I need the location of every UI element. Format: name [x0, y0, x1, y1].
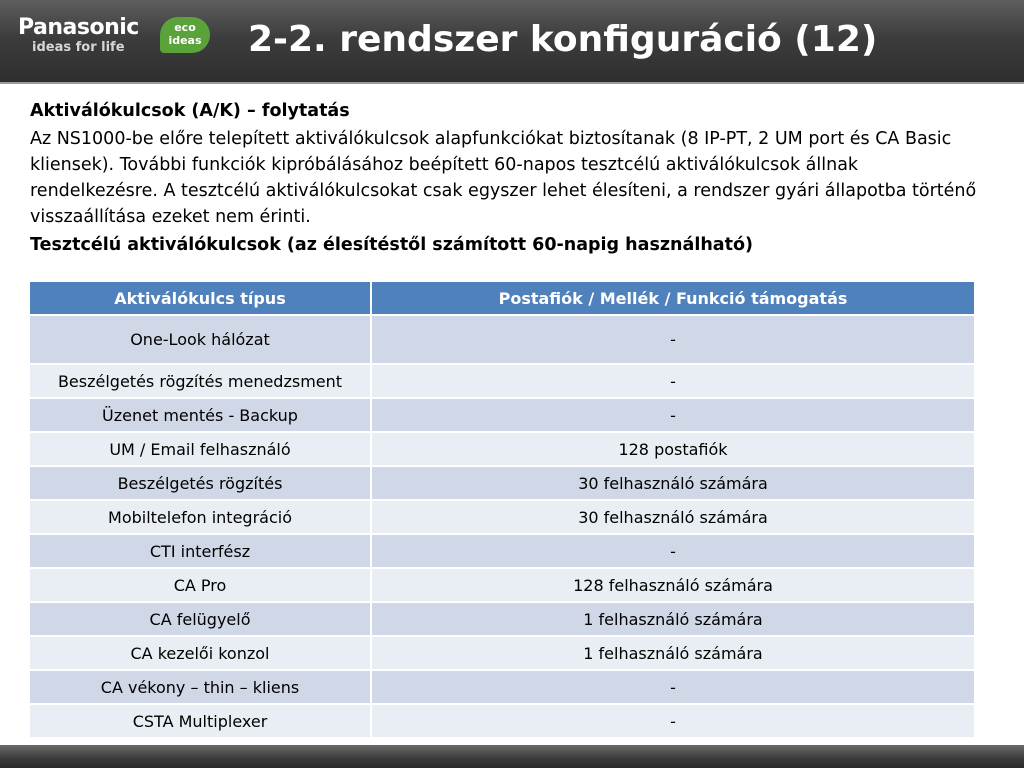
table-row [29, 568, 975, 602]
table-row [29, 466, 975, 500]
support-cell: - [371, 398, 975, 432]
slide-content [30, 98, 990, 260]
table-row [29, 398, 975, 432]
support-cell: - [371, 704, 975, 738]
key-type-cell: CA vékony – thin – kliens [29, 670, 371, 704]
table-row [29, 602, 975, 636]
support-cell: - [371, 364, 975, 398]
support-cell: 30 felhasználó számára [371, 500, 975, 534]
key-type-cell: One-Look hálózat [29, 315, 371, 364]
table-row [29, 500, 975, 534]
support-cell: 30 felhasználó számára [371, 466, 975, 500]
key-type-cell: CSTA Multiplexer [29, 704, 371, 738]
activation-key-table [28, 280, 976, 739]
support-cell: - [371, 315, 975, 364]
brand-tagline: ideas for life [32, 40, 125, 55]
panasonic-logo [18, 16, 139, 55]
table-row [29, 704, 975, 738]
table-row [29, 670, 975, 704]
key-type-cell: Beszélgetés rögzítés [29, 466, 371, 500]
support-cell: 128 postafiók [371, 432, 975, 466]
support-cell: 1 felhasználó számára [371, 636, 975, 670]
eco-badge-line1: eco [174, 21, 196, 34]
table-row [29, 636, 975, 670]
brand-name: Panasonic [18, 15, 139, 40]
support-cell: - [371, 534, 975, 568]
key-type-cell: Üzenet mentés - Backup [29, 398, 371, 432]
table-row [29, 364, 975, 398]
support-cell: - [371, 670, 975, 704]
section-heading: Aktiválókulcsok (A/K) – folytatás [30, 101, 350, 121]
footer-band [0, 745, 1024, 768]
support-cell: 128 felhasználó számára [371, 568, 975, 602]
key-type-cell: CTI interfész [29, 534, 371, 568]
eco-badge-line2: ideas [168, 34, 202, 47]
key-type-cell: Beszélgetés rögzítés menedzsment [29, 364, 371, 398]
key-type-cell: CA kezelői konzol [29, 636, 371, 670]
key-type-cell: Mobiltelefon integráció [29, 500, 371, 534]
column-header-support: Postafiók / Mellék / Funkció támogatás [371, 281, 975, 315]
table-row [29, 315, 975, 364]
header-band [0, 0, 1024, 84]
description-paragraph: Az NS1000-be előre telepített aktiválókulcsok alapfunkciókat biztosítanak (8 IP-PT, 2 UM port és CA Basic kliensek). További funkciók kipróbálásához beépített 60-napos tesztcélú aktiválókulcsok állnak rendelkezésre. A tesztcélú aktiválókulcsokat csak egyszer lehet élesíteni, a rendszer gyári állapotba történő visszaállítása ezeket nem érinti. [30, 129, 977, 227]
column-header-key-type: Aktiválókulcs típus [29, 281, 371, 315]
key-type-cell: CA felügyelő [29, 602, 371, 636]
key-type-cell: CA Pro [29, 568, 371, 602]
table-row [29, 432, 975, 466]
key-type-cell: UM / Email felhasználó [29, 432, 371, 466]
eco-ideas-badge [160, 17, 210, 53]
table-row [29, 534, 975, 568]
table-caption: Tesztcélú aktiválókulcsok (az élesítéstől számított 60-napig használható) [30, 235, 753, 255]
table-header-row [29, 281, 975, 315]
slide-title: 2-2. rendszer konfiguráció (12) [248, 19, 878, 60]
support-cell: 1 felhasználó számára [371, 602, 975, 636]
